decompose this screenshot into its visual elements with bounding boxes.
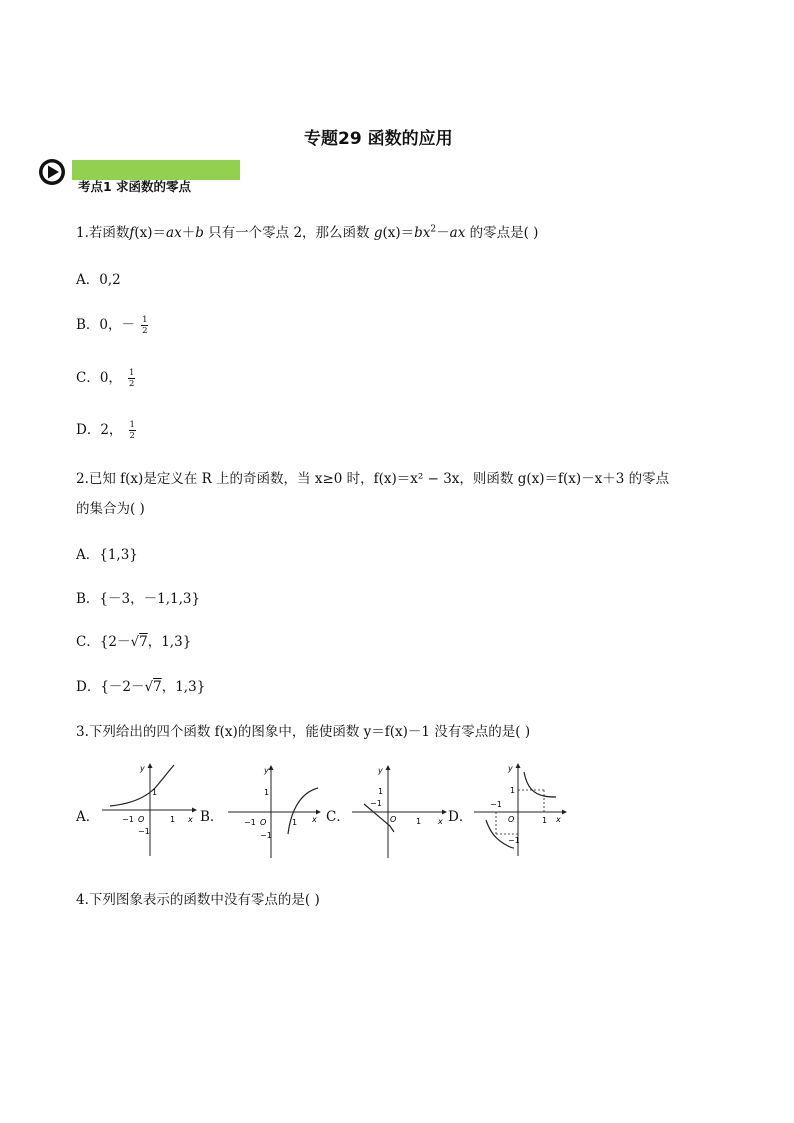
q1-option-a[interactable]	[76, 268, 121, 288]
tick-neg1-y: −1	[260, 831, 272, 840]
q3-option-d-label[interactable]: D．	[448, 809, 473, 825]
option-label: A．0,2	[76, 272, 121, 288]
q1-f: f	[129, 225, 135, 241]
sqrt-radicand: 7	[139, 634, 148, 650]
section-label: 考点1 求函数的零点	[78, 179, 192, 194]
option-label: C．0，	[76, 370, 122, 386]
q1-square: 2	[430, 224, 437, 235]
tick-1-y: 1	[510, 786, 516, 795]
y-arrow	[386, 765, 391, 770]
origin-label: O	[390, 815, 397, 824]
question-2-stem-line2: 的集合为( )	[76, 501, 145, 517]
question-1-stem	[76, 221, 538, 241]
q1-g: g	[373, 225, 383, 241]
q1-bx: bx	[414, 225, 431, 241]
q3-option-b-label[interactable]: B．	[200, 809, 224, 825]
q1-plus: ＋	[181, 225, 196, 241]
graph-a	[100, 760, 200, 856]
q1-mid: 只有一个零点 2，那么函数	[203, 225, 374, 241]
sqrt-radicand: 7	[153, 679, 162, 695]
origin-label: O	[138, 815, 145, 824]
tick-1-y: 1	[264, 788, 270, 797]
graph-d	[472, 760, 572, 856]
q1-ax: ax	[166, 225, 182, 241]
origin-label: O	[260, 818, 267, 827]
q1-option-d[interactable]	[76, 418, 136, 441]
option-label: C．{2－	[76, 634, 131, 650]
q1-b: b	[195, 225, 204, 241]
numerator: 1	[142, 314, 148, 325]
q2-option-b[interactable]: B．{－3，－1,1,3}	[76, 591, 201, 607]
fraction	[128, 369, 135, 389]
y-arrow	[269, 765, 274, 770]
y-arrow	[516, 763, 521, 768]
tick-neg1-x: −1	[244, 818, 256, 827]
fraction	[141, 316, 148, 336]
y-label: y	[264, 766, 269, 775]
question-4-stem: 4.下列图象表示的函数中没有零点的是( )	[76, 892, 320, 908]
y-label: y	[378, 766, 383, 775]
x-arrow	[192, 808, 197, 813]
tick-neg1-x: −1	[122, 815, 134, 824]
x-label: x	[188, 815, 193, 824]
x-arrow	[442, 810, 447, 815]
origin-label: O	[508, 815, 515, 824]
q1-option-c[interactable]	[76, 366, 135, 389]
option-label: D．{－2－	[76, 679, 145, 695]
curve-right	[524, 772, 556, 797]
q2-option-c[interactable]	[76, 630, 191, 650]
numerator: 1	[129, 367, 135, 378]
denominator: 2	[129, 431, 135, 441]
fraction	[129, 421, 136, 441]
option-label: D．2，	[76, 422, 123, 438]
curve	[288, 788, 318, 834]
q3-option-c-label[interactable]: C．	[326, 809, 350, 825]
x-arrow	[316, 810, 321, 815]
graph-b	[226, 762, 326, 858]
tick-1-y: 1	[152, 788, 158, 797]
play-circle-icon	[38, 158, 66, 186]
q1-end: 的零点是( )	[465, 225, 539, 241]
denominator: 2	[129, 379, 135, 389]
q1-x1: (x)＝	[134, 225, 167, 241]
q2-option-d[interactable]	[76, 675, 205, 695]
option-label: B．0，－	[76, 317, 136, 333]
question-2-stem-line1: 2.已知 f(x)是定义在 R 上的奇函数，当 x≥0 时，f(x)＝x² − 3x，则函数 g(x)＝f(x)－x＋3 的零点	[76, 471, 670, 487]
tick-1-x: 1	[170, 815, 176, 824]
q1-x2: (x)＝	[382, 225, 415, 241]
x-label: x	[556, 815, 561, 824]
option-rest: ，1,3}	[161, 679, 206, 695]
question-3-stem: 3.下列给出的四个函数 f(x)的图象中，能使函数 y＝f(x)－1 没有零点的是( )	[76, 724, 531, 740]
tick-neg1-x: −1	[490, 800, 502, 809]
tick-1-x: 1	[416, 817, 422, 826]
q3-option-a-label[interactable]: A．	[76, 809, 100, 825]
x-label: x	[312, 815, 317, 824]
tick-neg1-x: −1	[370, 799, 382, 808]
q1-minus: －	[436, 225, 450, 241]
q2-option-a[interactable]: A．{1,3}	[76, 547, 138, 563]
x-label: x	[438, 817, 443, 826]
option-rest: ，1,3}	[147, 634, 192, 650]
y-label: y	[140, 764, 145, 773]
tick-1-y: 1	[378, 787, 384, 796]
denominator: 2	[142, 326, 148, 336]
q1-option-b[interactable]	[76, 313, 148, 336]
numerator: 1	[129, 419, 135, 430]
y-label: y	[508, 764, 513, 773]
q1-ax2: ax	[449, 225, 466, 241]
tick-neg1-y: −1	[138, 827, 150, 836]
graph-c	[350, 762, 450, 858]
tick-neg1-y: −1	[508, 836, 520, 845]
page-title: 专题29 函数的应用	[304, 129, 453, 149]
sqrt-symbol: √	[144, 679, 154, 695]
tick-1-x: 1	[542, 816, 548, 825]
tick-1-x: 1	[292, 818, 298, 827]
y-arrow	[148, 763, 153, 768]
q1-text-prefix: 1.若函数	[76, 225, 130, 241]
x-arrow	[562, 810, 567, 815]
sqrt-symbol: √	[130, 634, 140, 650]
